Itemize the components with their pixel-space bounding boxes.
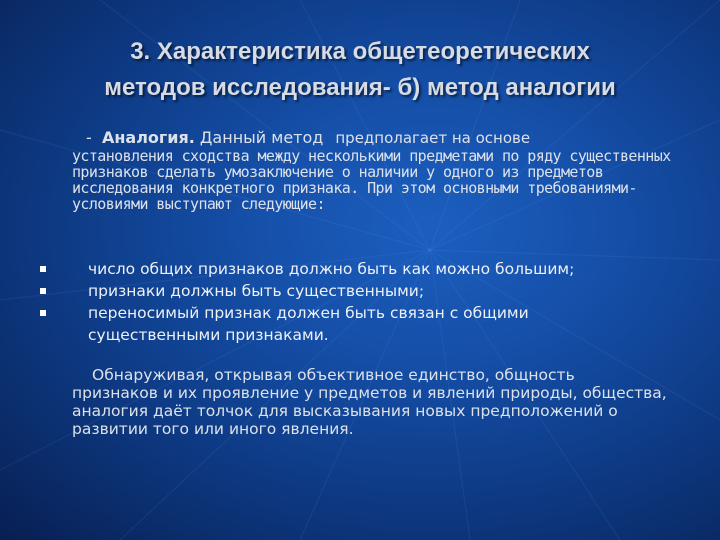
list-item-text: переносимый признак должен быть связан с общими: [88, 304, 529, 322]
lead-term: Аналогия.: [101, 128, 195, 147]
closing-body: признаков и их проявление у предметов и явлений природы, общества, аналогия даёт толчок для высказывания новых предположений о развитии того или иного явления.: [72, 384, 667, 438]
bullet-square-icon: [40, 310, 46, 316]
bullet-square-icon: [40, 266, 46, 272]
slide-title-line-2: методов исследования- б) метод аналогии: [104, 74, 616, 101]
slide-title: [0, 34, 720, 106]
list-item: [40, 280, 680, 302]
list-item-text: признаки должны быть существенными;: [88, 282, 425, 300]
list-item: [40, 302, 680, 324]
lead-phrase: Данный метод: [199, 128, 324, 147]
closing-paragraph: [72, 366, 672, 438]
lead-dash: -: [86, 128, 92, 147]
slide-title-line-1: 3. Характеристика общетеоретических: [130, 38, 590, 65]
list-item-continuation: существенными признаками.: [88, 326, 329, 344]
requirements-list: [40, 258, 680, 346]
bullet-square-icon: [40, 288, 46, 294]
list-item-text: число общих признаков должно быть как можно большим;: [88, 260, 575, 278]
lead-paragraph: [72, 128, 692, 212]
closing-first-line: Обнаруживая, открывая объективное единство, общность: [92, 366, 575, 384]
lead-phrase-cont: предполагает на основе: [335, 129, 531, 147]
list-item: [40, 258, 680, 280]
lead-first-line: [72, 128, 692, 148]
lead-body: установления сходства между несколькими предметами по ряду существенных признаков сделать умозаключение о наличии у одного из предметов исследования конкретного признака. При этом основными требованиями-условиями выступают следующие:: [72, 147, 671, 213]
